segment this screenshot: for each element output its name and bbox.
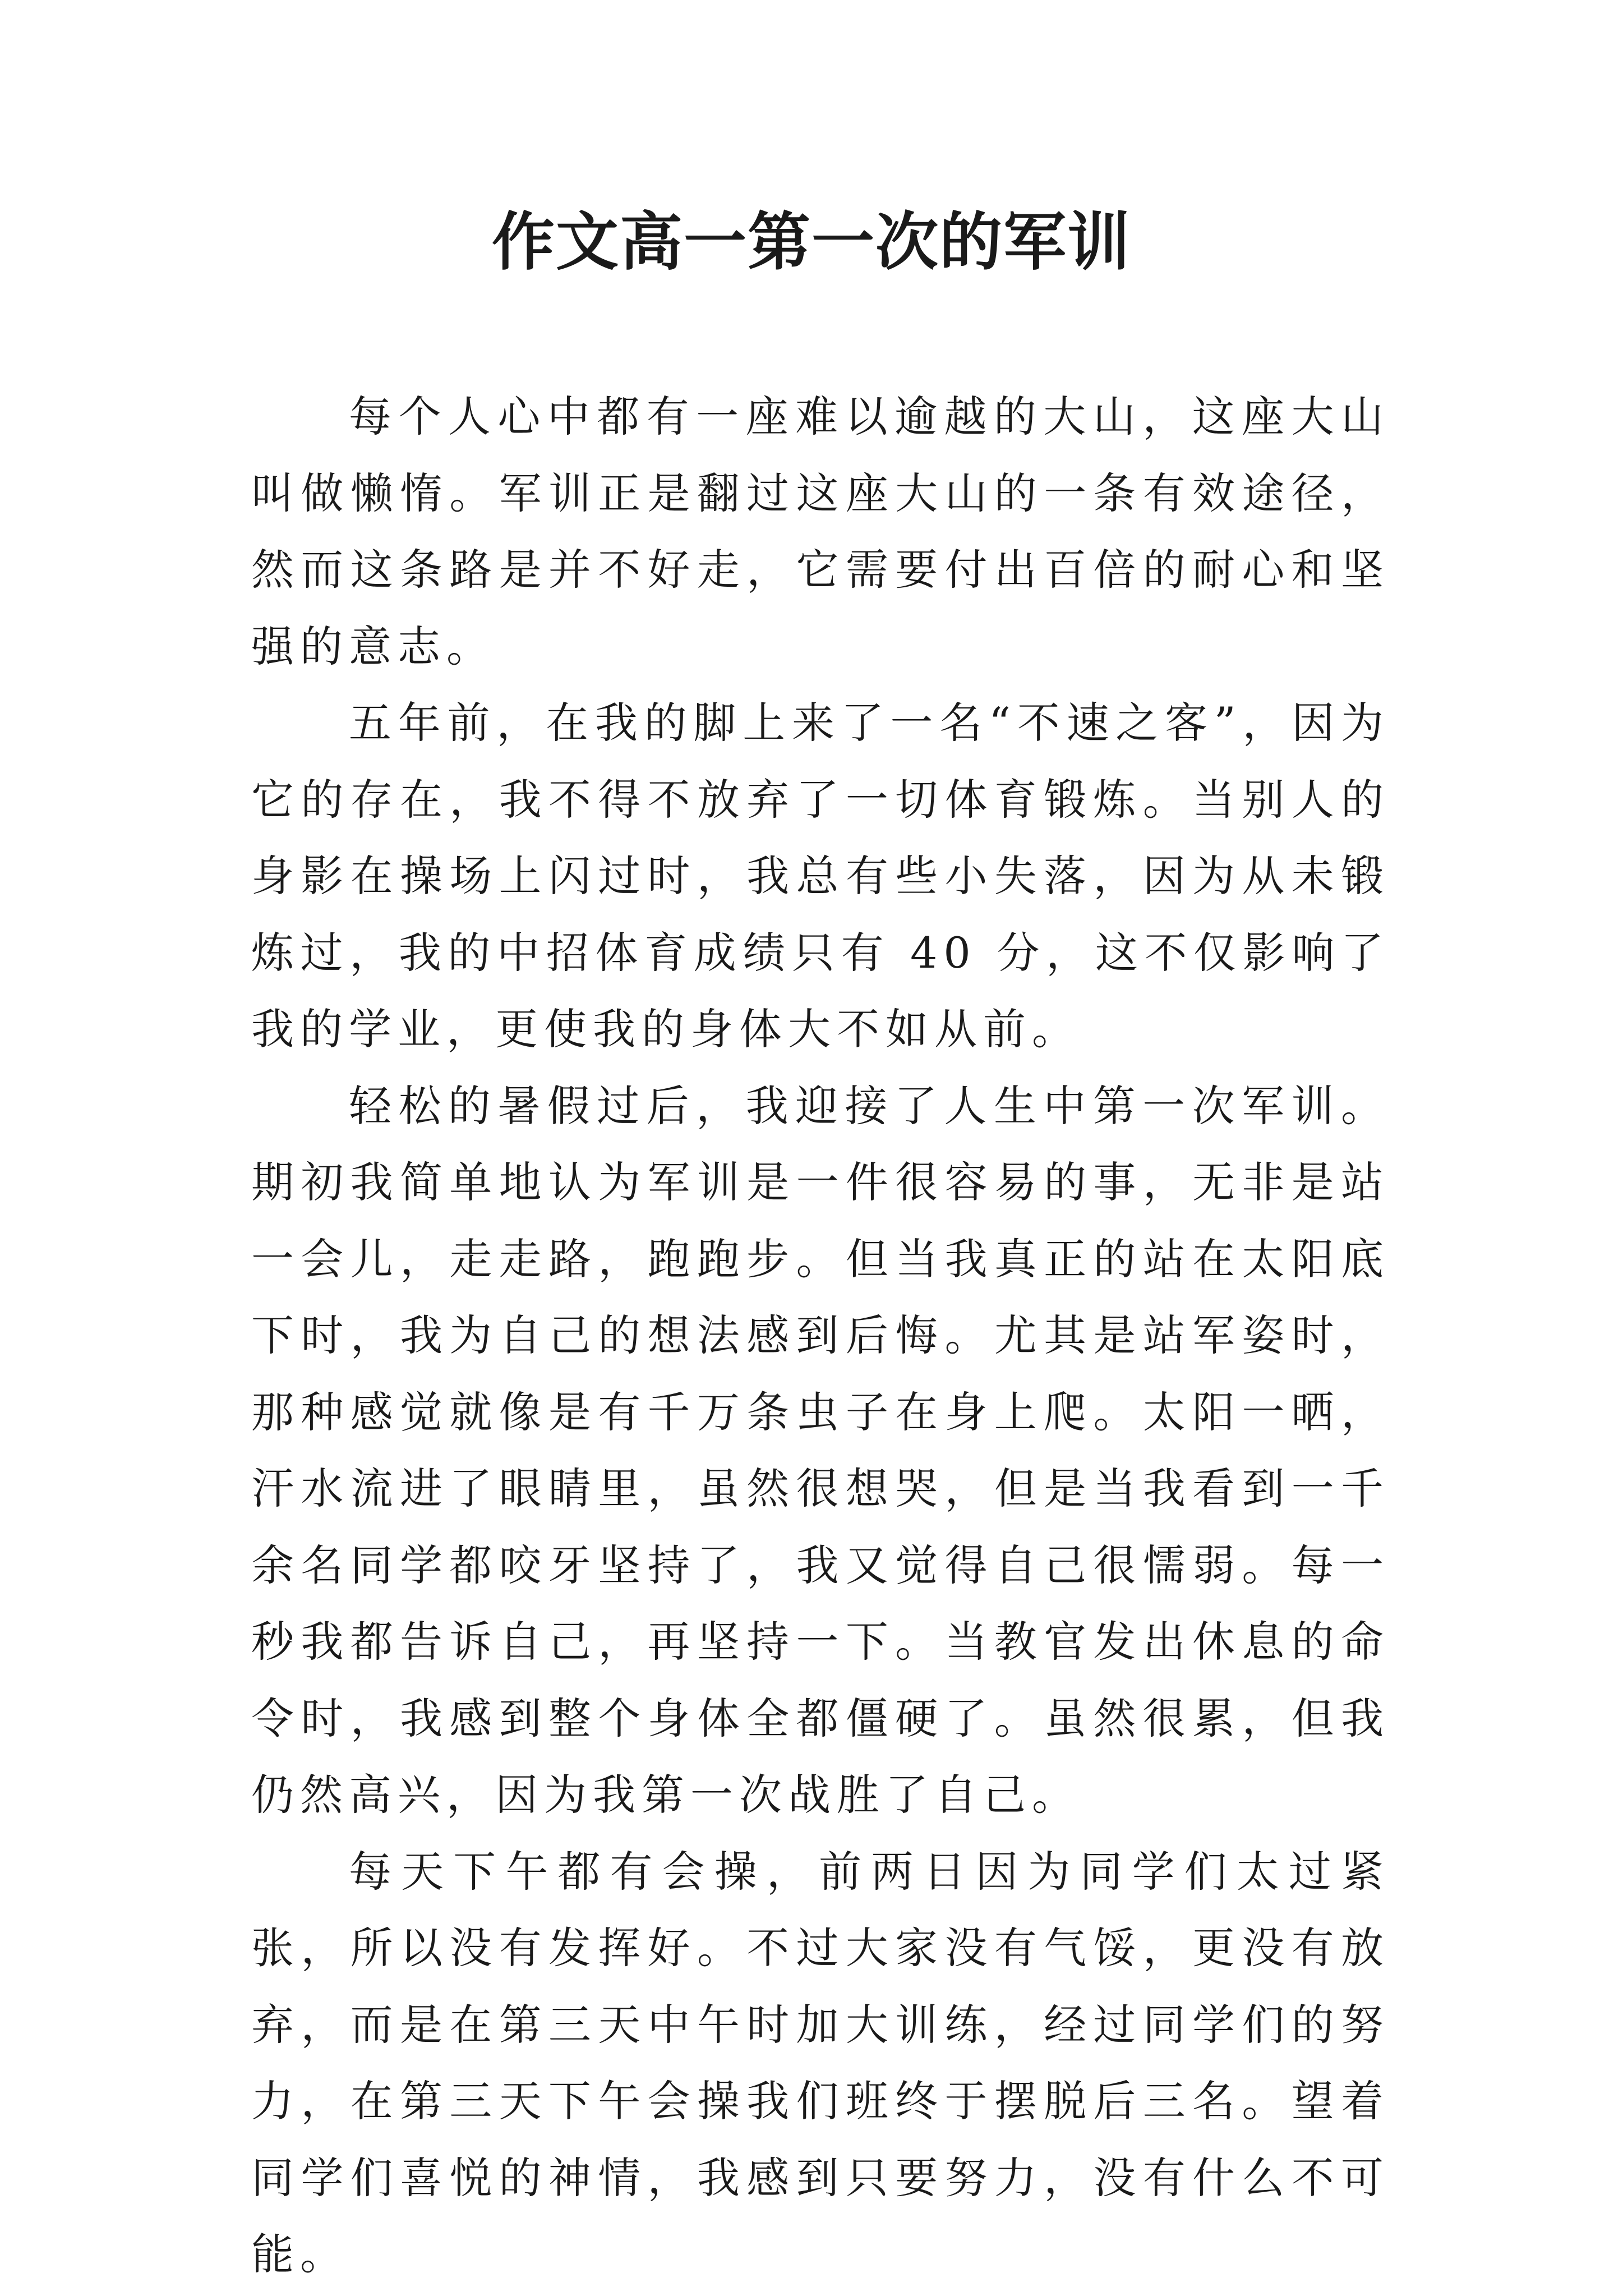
paragraph-2: 五年前，在我的脚上来了一名“不速之客”，因为它的存在，我不得不放弃了一切体育锻炼。当别人的身影在操场上闪过时，我总有些小失落，因为从未锻炼过，我的中招体育成绩只有 40 分，这不仅影响了我的学业，更使我的身体大不如从前。 bbox=[251, 698, 1390, 1054]
paragraph-4: 每天下午都有会操，前两日因为同学们太过紧张，所以没有发挥好。不过大家没有气馁，更没有放弃，而是在第三天中午时加大训练，经过同学们的努力，在第三天下午会操我们班终于摆脱后三名。望着同学们喜悦的神情，我感到只要努力，没有什么不可能。 bbox=[251, 1846, 1390, 2279]
paragraph-1: 每个人心中都有一座难以逾越的大山，这座大山叫做懒惰。军训正是翻过这座大山的一条有效途径，然而这条路是并不好走，它需要付出百倍的耐心和坚强的意志。 bbox=[251, 392, 1390, 671]
document-body bbox=[251, 379, 1390, 2293]
paragraph-3: 轻松的暑假过后，我迎接了人生中第一次军训。期初我简单地认为军训是一件很容易的事，无非是站一会儿，走走路，跑跑步。但当我真正的站在太阳底下时，我为自己的想法感到后悔。尤其是站军姿时，那种感觉就像是有千万条虫子在身上爬。太阳一晒，汗水流进了眼睛里，虽然很想哭，但是当我看到一千余名同学都咬牙坚持了，我又觉得自己很懦弱。每一秒我都告诉自己，再坚持一下。当教官发出休息的命令时，我感到整个身体全都僵硬了。虽然很累，但我仍然高兴，因为我第一次战胜了自己。 bbox=[251, 1080, 1390, 1820]
document-title: 作文高一第一次的军训 bbox=[492, 205, 1131, 279]
